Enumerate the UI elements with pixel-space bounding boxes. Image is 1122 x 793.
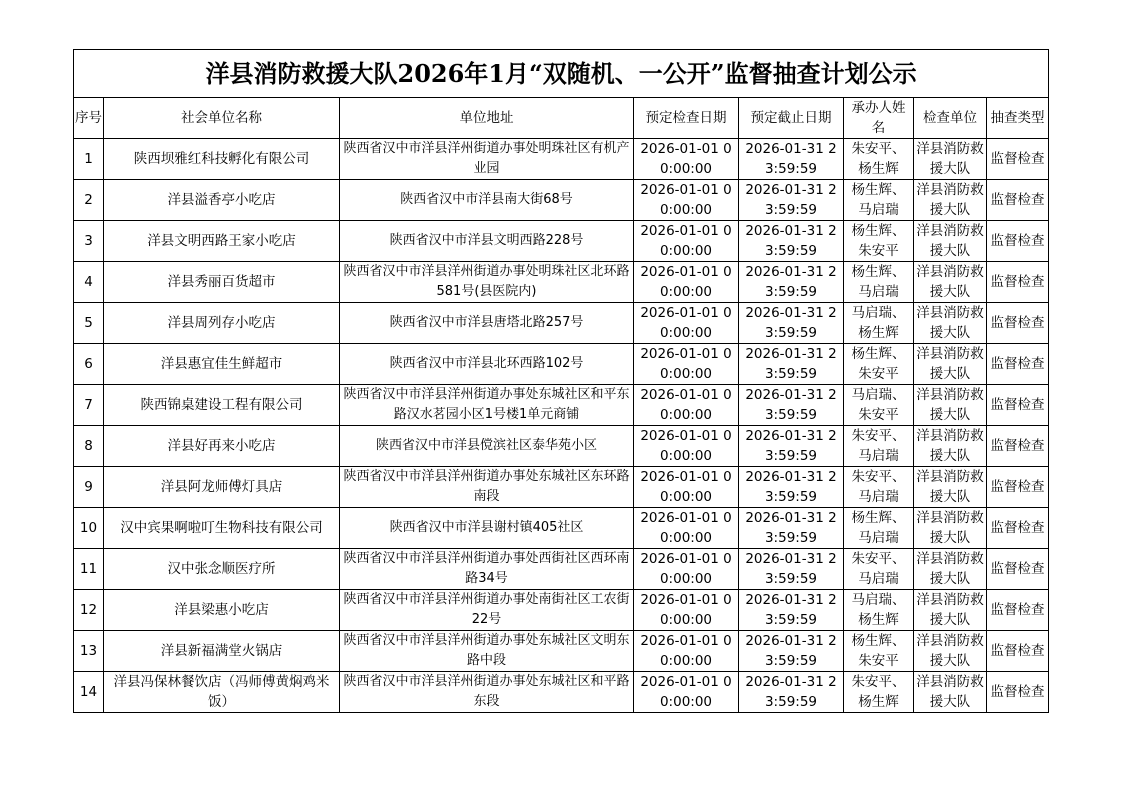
- cell-check-date: 2026-01-01 00:00:00: [634, 344, 739, 385]
- cell-seq: 12: [74, 590, 104, 631]
- cell-check-date: 2026-01-01 00:00:00: [634, 303, 739, 344]
- cell-check-type: 监督检查: [987, 180, 1049, 221]
- cell-check-type: 监督检查: [987, 139, 1049, 180]
- cell-end-date: 2026-01-31 23:59:59: [739, 467, 844, 508]
- table-row: [74, 221, 1049, 262]
- cell-unit-name: 汉中张念顺医疗所: [104, 549, 340, 590]
- cell-check-unit: 洋县消防救援大队: [914, 139, 987, 180]
- cell-check-date: 2026-01-01 00:00:00: [634, 590, 739, 631]
- cell-check-unit: 洋县消防救援大队: [914, 180, 987, 221]
- cell-check-unit: 洋县消防救援大队: [914, 426, 987, 467]
- cell-handler: 朱安平、马启瑞: [844, 549, 914, 590]
- cell-seq: 4: [74, 262, 104, 303]
- cell-check-date: 2026-01-01 00:00:00: [634, 262, 739, 303]
- cell-check-unit: 洋县消防救援大队: [914, 508, 987, 549]
- cell-check-type: 监督检查: [987, 221, 1049, 262]
- header-unit-name: 社会单位名称: [104, 98, 340, 139]
- cell-end-date: 2026-01-31 23:59:59: [739, 672, 844, 713]
- cell-handler: 朱安平、马启瑞: [844, 467, 914, 508]
- cell-seq: 10: [74, 508, 104, 549]
- cell-unit-name: 陕西坝雅红科技孵化有限公司: [104, 139, 340, 180]
- cell-unit-name: 洋县惠宜佳生鲜超市: [104, 344, 340, 385]
- header-check-unit: 检查单位: [914, 98, 987, 139]
- cell-unit-name: 洋县秀丽百货超市: [104, 262, 340, 303]
- header-seq: 序号: [74, 98, 104, 139]
- cell-check-unit: 洋县消防救援大队: [914, 672, 987, 713]
- cell-end-date: 2026-01-31 23:59:59: [739, 139, 844, 180]
- cell-address: 陕西省汉中市洋县洋州街道办事处西街社区西环南路34号: [340, 549, 634, 590]
- cell-seq: 2: [74, 180, 104, 221]
- cell-seq: 7: [74, 385, 104, 426]
- cell-check-type: 监督检查: [987, 303, 1049, 344]
- cell-check-type: 监督检查: [987, 467, 1049, 508]
- cell-check-type: 监督检查: [987, 590, 1049, 631]
- cell-check-date: 2026-01-01 00:00:00: [634, 467, 739, 508]
- header-row: [74, 98, 1049, 139]
- cell-handler: 杨生辉、朱安平: [844, 631, 914, 672]
- cell-end-date: 2026-01-31 23:59:59: [739, 385, 844, 426]
- cell-check-date: 2026-01-01 00:00:00: [634, 549, 739, 590]
- cell-handler: 杨生辉、朱安平: [844, 344, 914, 385]
- cell-check-date: 2026-01-01 00:00:00: [634, 672, 739, 713]
- cell-address: 陕西省汉中市洋县傥滨社区泰华苑小区: [340, 426, 634, 467]
- cell-seq: 3: [74, 221, 104, 262]
- table-row: [74, 262, 1049, 303]
- cell-check-type: 监督检查: [987, 385, 1049, 426]
- table-row: [74, 508, 1049, 549]
- cell-unit-name: 洋县周列存小吃店: [104, 303, 340, 344]
- cell-seq: 9: [74, 467, 104, 508]
- cell-check-type: 监督检查: [987, 672, 1049, 713]
- cell-address: 陕西省汉中市洋县唐塔北路257号: [340, 303, 634, 344]
- cell-check-unit: 洋县消防救援大队: [914, 262, 987, 303]
- cell-check-type: 监督检查: [987, 508, 1049, 549]
- cell-address: 陕西省汉中市洋县洋州街道办事处东城社区文明东路中段: [340, 631, 634, 672]
- cell-seq: 1: [74, 139, 104, 180]
- inspection-plan-table: [73, 49, 1049, 713]
- table-row: [74, 590, 1049, 631]
- cell-unit-name: 洋县阿龙师傅灯具店: [104, 467, 340, 508]
- cell-handler: 朱安平、杨生辉: [844, 139, 914, 180]
- cell-end-date: 2026-01-31 23:59:59: [739, 508, 844, 549]
- cell-check-unit: 洋县消防救援大队: [914, 631, 987, 672]
- cell-address: 陕西省汉中市洋县洋州街道办事处南街社区工农街22号: [340, 590, 634, 631]
- table-row: [74, 631, 1049, 672]
- cell-handler: 朱安平、马启瑞: [844, 426, 914, 467]
- table-row: [74, 467, 1049, 508]
- header-check-date: 预定检查日期: [634, 98, 739, 139]
- cell-check-unit: 洋县消防救援大队: [914, 344, 987, 385]
- header-address: 单位地址: [340, 98, 634, 139]
- table-body: [74, 139, 1049, 713]
- table-row: [74, 139, 1049, 180]
- cell-address: 陕西省汉中市洋县洋州街道办事处东城社区和平东路汉水茗园小区1号楼1单元商铺: [340, 385, 634, 426]
- table-row: [74, 344, 1049, 385]
- cell-unit-name: 洋县新福满堂火锅店: [104, 631, 340, 672]
- cell-check-date: 2026-01-01 00:00:00: [634, 139, 739, 180]
- cell-check-date: 2026-01-01 00:00:00: [634, 385, 739, 426]
- table-row: [74, 672, 1049, 713]
- cell-address: 陕西省汉中市洋县北环西路102号: [340, 344, 634, 385]
- header-check-type: 抽查类型: [987, 98, 1049, 139]
- cell-seq: 14: [74, 672, 104, 713]
- cell-check-date: 2026-01-01 00:00:00: [634, 508, 739, 549]
- cell-unit-name: 洋县好再来小吃店: [104, 426, 340, 467]
- cell-end-date: 2026-01-31 23:59:59: [739, 180, 844, 221]
- cell-unit-name: 陕西锦桌建设工程有限公司: [104, 385, 340, 426]
- cell-address: 陕西省汉中市洋县谢村镇405社区: [340, 508, 634, 549]
- cell-unit-name: 洋县梁惠小吃店: [104, 590, 340, 631]
- cell-handler: 朱安平、杨生辉: [844, 672, 914, 713]
- cell-seq: 13: [74, 631, 104, 672]
- document-title: 洋县消防救援大队2026年1月“双随机、一公开”监督抽查计划公示: [74, 50, 1049, 98]
- cell-address: 陕西省汉中市洋县南大街68号: [340, 180, 634, 221]
- cell-check-date: 2026-01-01 00:00:00: [634, 426, 739, 467]
- cell-handler: 杨生辉、马启瑞: [844, 262, 914, 303]
- cell-end-date: 2026-01-31 23:59:59: [739, 303, 844, 344]
- cell-handler: 杨生辉、朱安平: [844, 221, 914, 262]
- cell-address: 陕西省汉中市洋县洋州街道办事处明珠社区有机产业园: [340, 139, 634, 180]
- cell-check-type: 监督检查: [987, 631, 1049, 672]
- cell-end-date: 2026-01-31 23:59:59: [739, 262, 844, 303]
- cell-address: 陕西省汉中市洋县洋州街道办事处明珠社区北环路581号(县医院内): [340, 262, 634, 303]
- cell-seq: 6: [74, 344, 104, 385]
- cell-end-date: 2026-01-31 23:59:59: [739, 631, 844, 672]
- cell-check-date: 2026-01-01 00:00:00: [634, 221, 739, 262]
- table-row: [74, 549, 1049, 590]
- cell-check-type: 监督检查: [987, 344, 1049, 385]
- cell-end-date: 2026-01-31 23:59:59: [739, 590, 844, 631]
- cell-check-date: 2026-01-01 00:00:00: [634, 631, 739, 672]
- header-end-date: 预定截止日期: [739, 98, 844, 139]
- cell-check-unit: 洋县消防救援大队: [914, 590, 987, 631]
- cell-handler: 马启瑞、杨生辉: [844, 590, 914, 631]
- cell-seq: 8: [74, 426, 104, 467]
- cell-unit-name: 洋县冯保林餐饮店（冯师傅黄焖鸡米饭）: [104, 672, 340, 713]
- cell-check-type: 监督检查: [987, 262, 1049, 303]
- cell-seq: 5: [74, 303, 104, 344]
- cell-end-date: 2026-01-31 23:59:59: [739, 549, 844, 590]
- cell-seq: 11: [74, 549, 104, 590]
- cell-check-unit: 洋县消防救援大队: [914, 467, 987, 508]
- cell-unit-name: 洋县文明西路王家小吃店: [104, 221, 340, 262]
- header-handler: 承办人姓名: [844, 98, 914, 139]
- cell-handler: 马启瑞、杨生辉: [844, 303, 914, 344]
- cell-address: 陕西省汉中市洋县文明西路228号: [340, 221, 634, 262]
- cell-end-date: 2026-01-31 23:59:59: [739, 426, 844, 467]
- cell-check-unit: 洋县消防救援大队: [914, 385, 987, 426]
- cell-unit-name: 汉中宾果啊啦叮生物科技有限公司: [104, 508, 340, 549]
- table-row: [74, 385, 1049, 426]
- table-row: [74, 426, 1049, 467]
- table-row: [74, 180, 1049, 221]
- cell-address: 陕西省汉中市洋县洋州街道办事处东城社区东环路南段: [340, 467, 634, 508]
- table-row: [74, 303, 1049, 344]
- cell-handler: 杨生辉、马启瑞: [844, 508, 914, 549]
- cell-address: 陕西省汉中市洋县洋州街道办事处东城社区和平路东段: [340, 672, 634, 713]
- cell-check-unit: 洋县消防救援大队: [914, 221, 987, 262]
- cell-handler: 马启瑞、朱安平: [844, 385, 914, 426]
- cell-check-date: 2026-01-01 00:00:00: [634, 180, 739, 221]
- cell-end-date: 2026-01-31 23:59:59: [739, 221, 844, 262]
- cell-handler: 杨生辉、马启瑞: [844, 180, 914, 221]
- cell-check-unit: 洋县消防救援大队: [914, 549, 987, 590]
- cell-unit-name: 洋县溢香亭小吃店: [104, 180, 340, 221]
- cell-check-unit: 洋县消防救援大队: [914, 303, 987, 344]
- cell-end-date: 2026-01-31 23:59:59: [739, 344, 844, 385]
- cell-check-type: 监督检查: [987, 549, 1049, 590]
- cell-check-type: 监督检查: [987, 426, 1049, 467]
